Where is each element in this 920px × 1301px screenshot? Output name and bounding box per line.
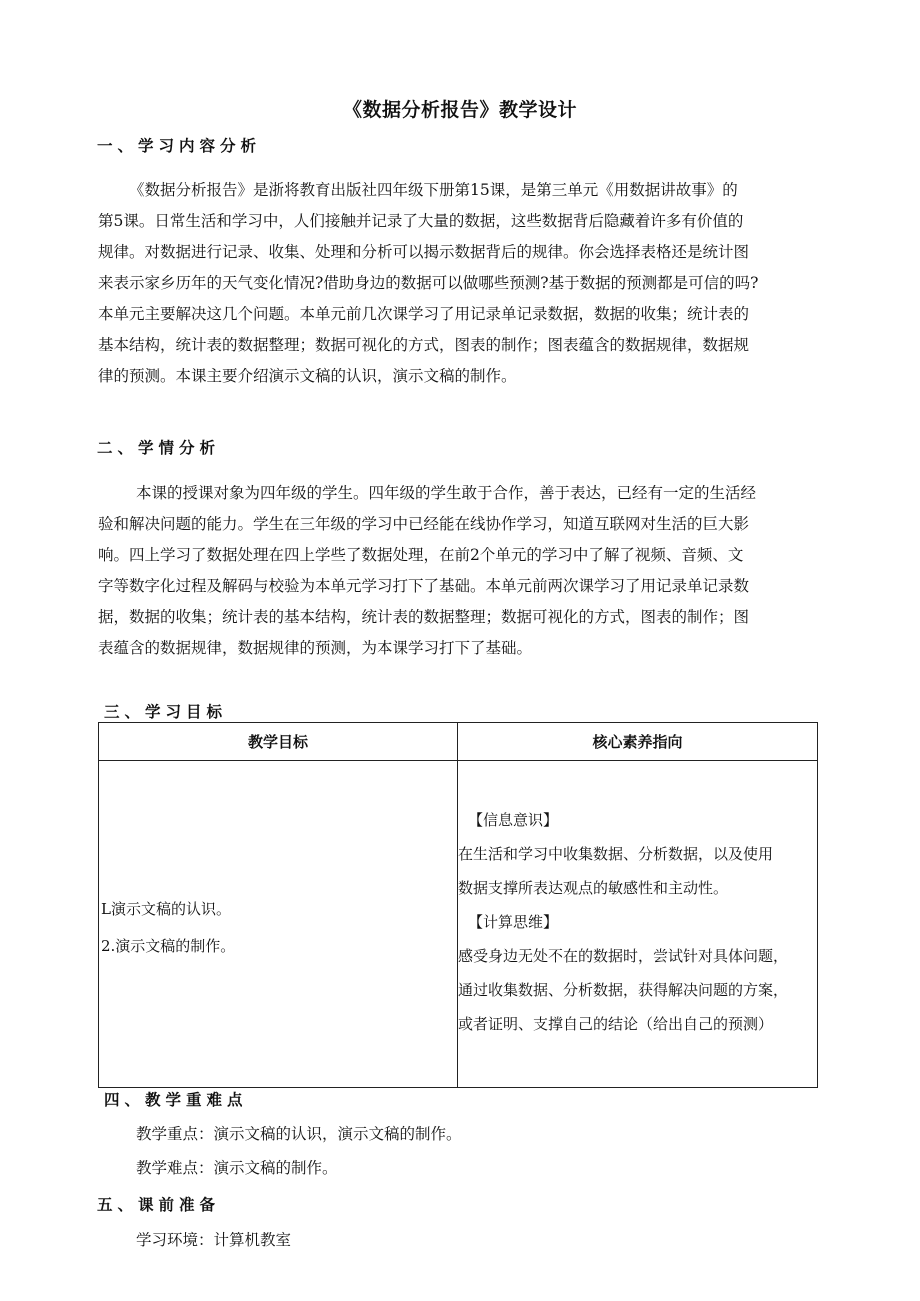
- competency-tag: 【信息意识】: [468, 811, 559, 829]
- section-heading-learning-objectives: 三、学习目标: [104, 702, 228, 721]
- text-line: 本单元主要解决这几个问题。本单元前几次课学习了用记录单记录数据，数据的收集；统计表的: [98, 305, 750, 323]
- text-line: 基本结构，统计表的数据整理；数据可视化的方式，图表的制作；图表蕴含的数据规律，数据规: [98, 336, 750, 354]
- competency-line: 感受身边无处不在的数据时，尝试针对具体问题，: [458, 947, 789, 965]
- section-heading-key-difficult-points: 四、教学重难点: [104, 1090, 248, 1109]
- difficult-point: 教学难点：演示文稿的制作。: [136, 1159, 338, 1177]
- document-title: 《数据分析报告》教学设计: [342, 99, 577, 121]
- learning-objectives-table: [98, 722, 818, 1088]
- text-line: 据，数据的收集；统计表的基本结构，统计表的数据整理；数据可视化的方式，图表的制作；图: [98, 608, 750, 626]
- learner-analysis-paragraph: [98, 478, 820, 664]
- core-competencies-cell: [458, 761, 818, 1088]
- objective-item: L演示文稿的认识。: [101, 900, 231, 918]
- objectives-cell: [99, 761, 458, 1088]
- text-line: 来表示家乡历年的天气变化情况?借助身边的数据可以做哪些预测?基于数据的预测都是可信的吗?: [98, 274, 759, 292]
- competency-line: 通过收集数据、分析数据，获得解决问题的方案，: [458, 981, 789, 999]
- text-line: 响。四上学习了数据处理在四上学些了数据处理，在前2个单元的学习中了解了视频、音频、文: [98, 546, 744, 564]
- text-line: 第5课。日常生活和学习中，人们接触并记录了大量的数据，这些数据背后隐藏着许多有价值的: [98, 212, 744, 230]
- competency-line: 数据支撑所表达观点的敏感性和主动性。: [458, 879, 729, 897]
- key-point: 教学重点：演示文稿的认识，演示文稿的制作。: [136, 1125, 462, 1143]
- objective-item: 2.演示文稿的制作。: [101, 937, 236, 955]
- learning-environment: 学习环境：计算机教室: [136, 1231, 292, 1249]
- column-header-teaching-objectives: 教学目标: [99, 723, 458, 761]
- text-line: 表蕴含的数据规律，数据规律的预测，为本课学习打下了基础。: [98, 639, 533, 657]
- text-line: 《数据分析报告》是浙将教育出版社四年级下册第15课，是第三单元《用数据讲故事》的: [129, 181, 738, 199]
- column-header-core-competencies: 核心素养指向: [458, 723, 818, 761]
- competency-tag: 【计算思维】: [468, 913, 559, 931]
- text-line: 字等数字化过程及解码与校验为本单元学习打下了基础。本单元前两次课学习了用记录单记录数: [98, 577, 750, 595]
- text-line: 验和解决问题的能力。学生在三年级的学习中已经能在线协作学习，知道互联网对生活的巨大影: [98, 515, 750, 533]
- section-heading-content-analysis: 一、学习内容分析: [97, 136, 262, 155]
- competency-line: 或者证明、支撑自己的结论（给出自己的预测）: [458, 1015, 774, 1033]
- text-line: 律的预测。本课主要介绍演示文稿的认识，演示文稿的制作。: [98, 367, 517, 385]
- section-heading-learner-analysis: 二、学情分析: [97, 438, 221, 457]
- content-analysis-paragraph: [98, 175, 820, 392]
- text-line: 本课的授课对象为四年级的学生。四年级的学生敢于合作，善于表达，已经有一定的生活经: [136, 484, 757, 502]
- section-heading-preparation: 五、课前准备: [97, 1195, 221, 1214]
- text-line: 规律。对数据进行记录、收集、处理和分析可以揭示数据背后的规律。你会选择表格还是统计图: [98, 243, 750, 261]
- competency-line: 在生活和学习中收集数据、分析数据，以及使用: [458, 845, 774, 863]
